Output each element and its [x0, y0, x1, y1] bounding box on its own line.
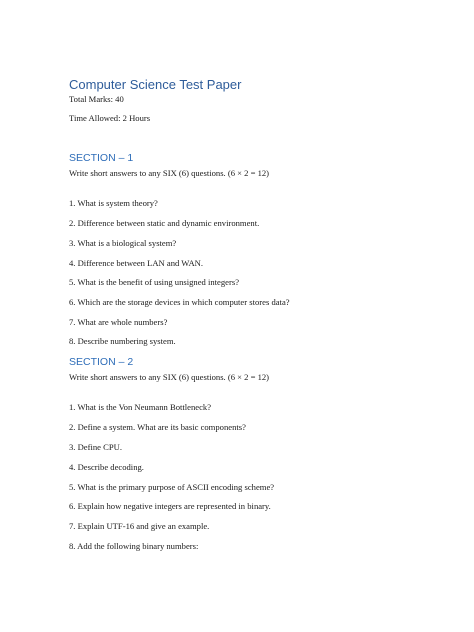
section-1-question-1: 1. What is system theory? — [69, 198, 158, 208]
section-2-heading: SECTION – 2 — [69, 356, 134, 368]
section-2-question-8: 8. Add the following binary numbers: — [69, 541, 199, 551]
section-2-question-1: 1. What is the Von Neumann Bottleneck? — [69, 402, 212, 412]
time-allowed: Time Allowed: 2 Hours — [69, 113, 151, 123]
section-1-question-3: 3. What is a biological system? — [69, 238, 177, 248]
section-1-question-6: 6. Which are the storage devices in which computer stores data? — [69, 297, 290, 307]
total-marks: Total Marks: 40 — [69, 94, 124, 104]
section-1-question-4: 4. Difference between LAN and WAN. — [69, 258, 204, 268]
section-1-question-8: 8. Describe numbering system. — [69, 336, 176, 346]
section-1-heading: SECTION – 1 — [69, 152, 134, 164]
section-2-question-2: 2. Define a system. What are its basic components? — [69, 422, 246, 432]
section-2-question-3: 3. Define CPU. — [69, 442, 122, 452]
section-1-question-2: 2. Difference between static and dynamic environment. — [69, 218, 260, 228]
section-2-instructions: Write short answers to any SIX (6) questions. (6 × 2 = 12) — [69, 372, 270, 382]
section-2-question-4: 4. Describe decoding. — [69, 462, 144, 472]
section-1-question-7: 7. What are whole numbers? — [69, 317, 168, 327]
section-2-question-6: 6. Explain how negative integers are represented in binary. — [69, 501, 271, 511]
section-1-question-5: 5. What is the benefit of using unsigned integers? — [69, 277, 240, 287]
section-2-question-7: 7. Explain UTF-16 and give an example. — [69, 521, 210, 531]
document-title: Computer Science Test Paper — [69, 77, 242, 92]
section-1-instructions: Write short answers to any SIX (6) questions. (6 × 2 = 12) — [69, 168, 270, 178]
section-2-question-5: 5. What is the primary purpose of ASCII encoding scheme? — [69, 482, 275, 492]
